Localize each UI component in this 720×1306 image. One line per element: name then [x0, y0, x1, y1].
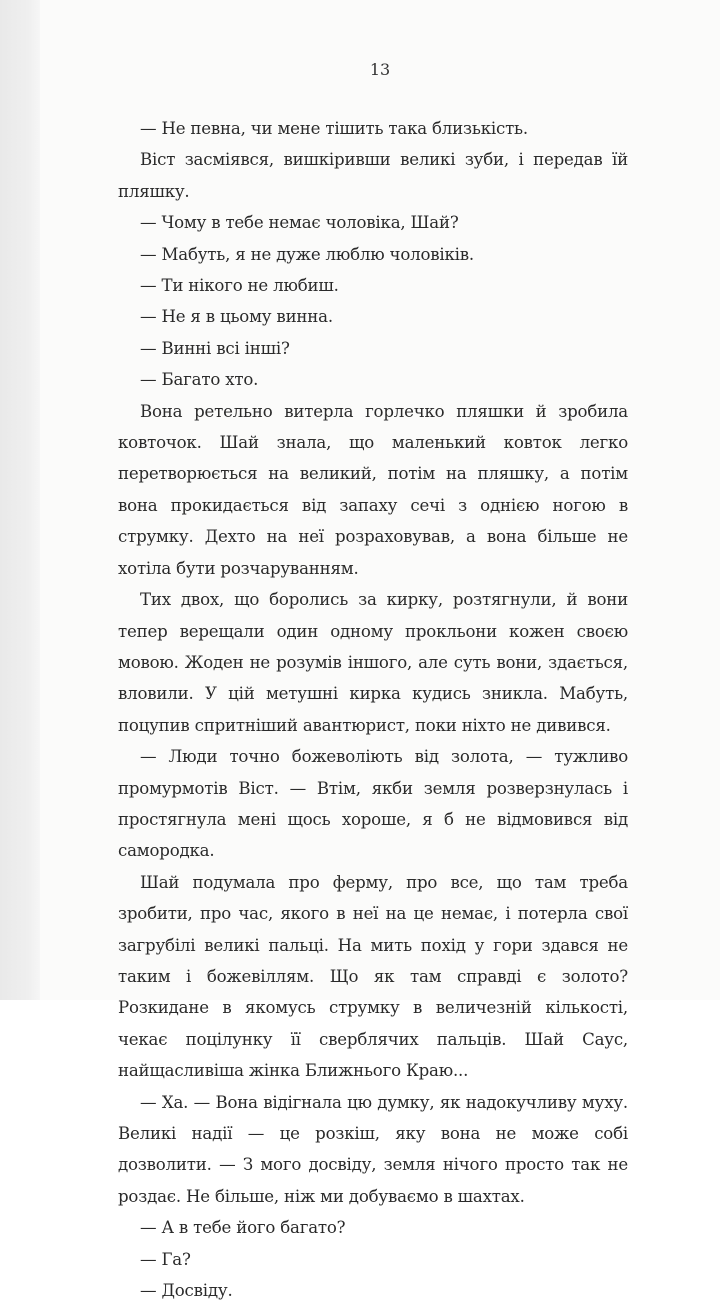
paragraph: — Мабуть, я не дуже люблю чоловіків. — [140, 244, 474, 264]
paragraph: Віст засміявся, вишкіривши великі зуби, і передав їй пляшку. — [118, 150, 628, 201]
paragraph: — Чому в тебе немає чоловіка, Шай? — [140, 213, 459, 233]
paragraph: Шай подумала про ферму, про все, що там треба зробити, про час, якого в неї на це немає, і потерла свої загрубілі великі пальці. На мить похід у гори здався не таким і божевіллям. Що як там справді є золото? Розкидане в якомусь струмку в величезній кількості, чекає поцілунку її сверблячих пальців. Шай Саус, найщасливіша жінка Ближнього Краю... — [118, 872, 628, 1081]
paragraph: Тих двох, що боролись за кирку, розтягнули, й вони тепер верещали один одному прокльони кожен своєю мовою. Жоден не розумів іншого, але суть вони, здається, вловили. У цій метушні кирка кудись зникла. Мабуть, поцупив спритніший авантюрист, поки ніхто не дивився. — [118, 590, 628, 735]
paragraph: — А в тебе його багато? — [140, 1218, 346, 1238]
paragraph: — Досвіду. — [140, 1281, 233, 1301]
page-number: 13 — [369, 60, 391, 79]
paragraph: Вона ретельно витерла горлечко пляшки й зробила ковточок. Шай знала, що маленький ковток легко перетворюється на великий, потім на пляшку, а потім вона прокидається від запаху сечі з однією ногою в струмку. Дехто на неї розраховував, а вона більше не хотіла бути розчаруванням. — [118, 401, 628, 578]
paragraph: — Га? — [140, 1249, 191, 1269]
paragraph: — Люди точно божеволіють від золота, — тужливо промурмотів Віст. — Втім, якби земля розверзнулась і простягнула мені щось хороше, я б не відмовився від самородка. — [118, 747, 628, 861]
page-text — [118, 113, 628, 1306]
paragraph: — Винні всі інші? — [140, 338, 290, 358]
paragraph: — Не я в цьому винна. — [140, 307, 333, 327]
book-page — [40, 0, 720, 1301]
book-gutter-shadow — [0, 0, 40, 1000]
paragraph: — Не певна, чи мене тішить така близькість. — [140, 119, 528, 138]
paragraph: — Ха. — Вона відігнала цю думку, як надокучливу муху. Великі надії — це розкіш, яку вона не може собі дозволити. — З мого досвіду, земля нічого просто так не роздає. Не більше, ніж ми добуваємо в шахтах. — [118, 1092, 628, 1206]
paragraph: — Багато хто. — [140, 370, 259, 390]
paragraph: — Ти нікого не любиш. — [140, 276, 339, 296]
